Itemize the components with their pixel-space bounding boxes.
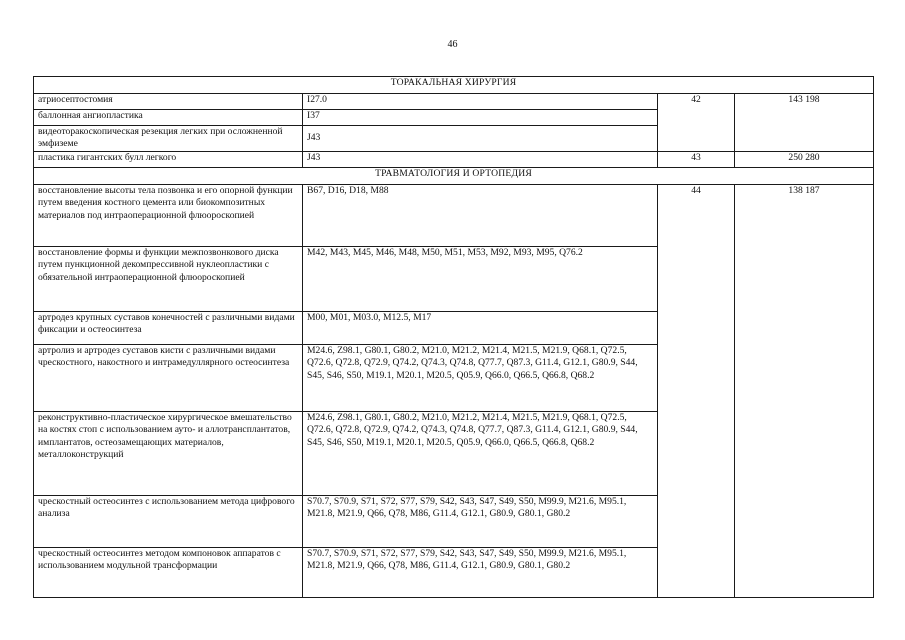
group-number: 43 xyxy=(658,151,735,167)
table-row xyxy=(34,151,874,167)
diagnosis-codes: J43 xyxy=(303,151,658,167)
group-number: 42 xyxy=(658,94,735,152)
table-row xyxy=(34,94,874,110)
procedure-name: видеоторакоскопическая резекция легких при осложненной эмфиземе xyxy=(34,126,303,152)
section-title-thoracic: ТОРАКАЛЬНАЯ ХИРУРГИЯ xyxy=(34,77,874,94)
section-title-trauma: ТРАВМАТОЛОГИЯ И ОРТОПЕДИЯ xyxy=(34,167,874,184)
procedure-name: артродез крупных суставов конечностей с различными видами фиксации и остеосинтеза xyxy=(34,311,303,344)
diagnosis-codes: B67, D16, D18, M88 xyxy=(303,184,658,246)
procedure-name: чрескостный остеосинтез с использованием метода цифрового анализа xyxy=(34,495,303,547)
procedure-name: восстановление формы и функции межпозвонкового диска путем пункционной декомпрессивной нуклеопластики с обязательной интраоперационной флюороскопией xyxy=(34,246,303,311)
procedure-name: пластика гигантских булл легкого xyxy=(34,151,303,167)
group-cost: 138 187 xyxy=(735,184,874,597)
table-row xyxy=(34,184,874,246)
section-row-thoracic xyxy=(34,77,874,94)
diagnosis-codes: M24.6, Z98.1, G80.1, G80.2, M21.0, M21.2, M21.4, M21.5, M21.9, Q68.1, Q72.5, Q72.6, Q72.8, Q72.9, Q74.2, Q74.3, Q74.8, Q77.7, Q87.3, G11.4, G12.1, G80.9, S44, S45, S46, S50, M19.1, M20.1, M20.5, Q05.9, Q66.0, Q66.5, Q66.8, Q68.2 xyxy=(303,411,658,495)
diagnosis-codes: S70.7, S70.9, S71, S72, S77, S79, S42, S43, S47, S49, S50, M99.9, M21.6, M95.1, M21.8, M21.9, Q66, Q78, M86, G11.4, G12.1, G80.9, G80.1, G80.2 xyxy=(303,547,658,597)
diagnosis-codes: M24.6, Z98.1, G80.1, G80.2, M21.0, M21.2, M21.4, M21.5, M21.9, Q68.1, Q72.5, Q72.6, Q72.8, Q72.9, Q74.2, Q74.3, Q74.8, Q77.7, Q87.3, G11.4, G12.1, G80.9, S44, S45, S46, S50, M19.1, M20.1, M20.5, Q05.9, Q66.0, Q66.5, Q66.8, Q68.2 xyxy=(303,344,658,411)
procedure-name: артролиз и артродез суставов кисти с различными видами чрескостного, накостного и интрамедуллярного остеосинтеза xyxy=(34,344,303,411)
section-row-trauma xyxy=(34,167,874,184)
procedure-table xyxy=(33,76,874,598)
group-cost: 250 280 xyxy=(735,151,874,167)
diagnosis-codes: I27.0 xyxy=(303,94,658,110)
diagnosis-codes: S70.7, S70.9, S71, S72, S77, S79, S42, S43, S47, S49, S50, M99.9, M21.6, M95.1, M21.8, M21.9, Q66, Q78, M86, G11.4, G12.1, G80.9, G80.1, G80.2 xyxy=(303,495,658,547)
page-number: 46 xyxy=(447,39,458,50)
group-number: 44 xyxy=(658,184,735,597)
diagnosis-codes: I37 xyxy=(303,110,658,126)
group-cost: 143 198 xyxy=(735,94,874,152)
diagnosis-codes: M00, M01, M03.0, M12.5, M17 xyxy=(303,311,658,344)
procedure-name: чрескостный остеосинтез методом компоновок аппаратов с использованием модульной трансформации xyxy=(34,547,303,597)
diagnosis-codes: J43 xyxy=(303,126,658,152)
procedure-name: атриосептостомия xyxy=(34,94,303,110)
procedure-name: восстановление высоты тела позвонка и его опорной функции путем введения костного цемента или биокомпозитных материалов под интраоперационной флюороскопией xyxy=(34,184,303,246)
diagnosis-codes: M42, M43, M45, M46, M48, M50, M51, M53, M92, M93, M95, Q76.2 xyxy=(303,246,658,311)
procedure-name: реконструктивно-пластическое хирургическое вмешательство на костях стоп с использованием ауто- и аллотрансплантатов, имплантатов, остеозамещающих материалов, металлоконструкций xyxy=(34,411,303,495)
procedure-name: баллонная ангиопластика xyxy=(34,110,303,126)
